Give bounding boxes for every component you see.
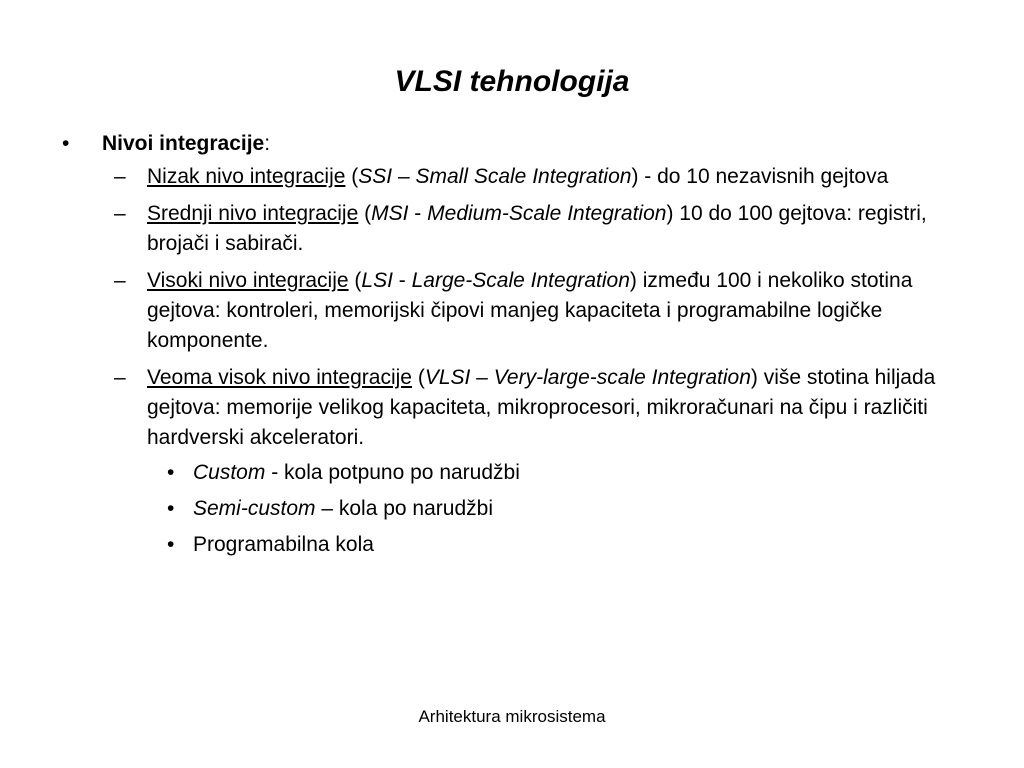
sub-item-abbr: MSI	[371, 202, 409, 225]
slide-footer: Arhitektura mikrosistema	[418, 707, 606, 726]
list-item-italic: Semi-custom	[193, 497, 316, 520]
sub-item-ssi	[62, 162, 962, 192]
list-item-custom	[62, 458, 962, 488]
list-item-italic: Custom	[193, 461, 266, 484]
list-item-text: - kola potpuno po narudžbi	[265, 461, 520, 484]
bullet-marker: •	[167, 461, 175, 484]
bullet-marker: •	[167, 533, 175, 556]
sub-item-abbr: SSI	[358, 165, 393, 188]
dash-marker: –	[114, 165, 126, 188]
bullet-marker: •	[62, 132, 70, 155]
sub-item-term: Srednji nivo integracije	[147, 202, 359, 225]
sub-item-full-name: Large-Scale Integration	[411, 269, 630, 292]
main-bullet-suffix: :	[264, 132, 271, 155]
separator: –	[392, 165, 416, 188]
sub-item-full-name: Medium-Scale Integration	[427, 202, 667, 225]
separator: -	[408, 202, 428, 225]
sub-item-full-name: Small Scale Integration	[415, 165, 632, 188]
sub-item-term: Nizak nivo integracije	[147, 165, 346, 188]
sub-item-abbr: LSI	[361, 269, 393, 292]
sub-item-vlsi	[62, 363, 962, 453]
sub-item-description: ) 10 do 100 gejtova: registri, brojači i sabirači.	[147, 202, 927, 255]
dash-marker: –	[114, 366, 126, 389]
slide-title: VLSI tehnologija	[394, 65, 630, 98]
list-item-programmable	[62, 530, 962, 560]
main-bullet-label: Nivoi integracije	[102, 132, 265, 155]
separator: -	[392, 269, 412, 292]
list-item-text: – kola po narudžbi	[315, 497, 493, 520]
bullet-marker: •	[167, 497, 175, 520]
sub-item-description: ) - do 10 nezavisnih gejtova	[631, 165, 889, 188]
sub-item-full-name: Very-large-scale Integration	[493, 366, 751, 389]
separator: –	[470, 366, 494, 389]
paren: (	[358, 202, 372, 225]
list-item-semi-custom	[62, 494, 962, 524]
sub-item-description: ) između 100 i nekoliko stotina gejtova: kontroleri, memorijski čipovi manjeg kapaciteta i programabilne logičke komponente.	[147, 269, 913, 352]
sub-item-description: ) više stotina hiljada gejtova: memorije velikog kapaciteta, mikroprocesori, mikroračunari na čipu i različiti hardverski akceleratori.	[147, 366, 936, 449]
main-bullet	[62, 128, 962, 160]
vlsi-types-list	[62, 458, 962, 560]
slide-content	[62, 128, 962, 566]
dash-marker: –	[114, 269, 126, 292]
dash-marker: –	[114, 202, 126, 225]
paren: (	[345, 165, 359, 188]
sub-item-abbr: VLSI	[424, 366, 471, 389]
paren: (	[411, 366, 425, 389]
list-item-text: Programabilna kola	[193, 533, 374, 556]
sub-item-lsi	[62, 266, 962, 356]
sub-item-term: Visoki nivo integracije	[147, 269, 349, 292]
sub-item-term: Veoma visok nivo integracije	[147, 366, 412, 389]
sub-item-msi	[62, 199, 962, 259]
paren: (	[348, 269, 362, 292]
